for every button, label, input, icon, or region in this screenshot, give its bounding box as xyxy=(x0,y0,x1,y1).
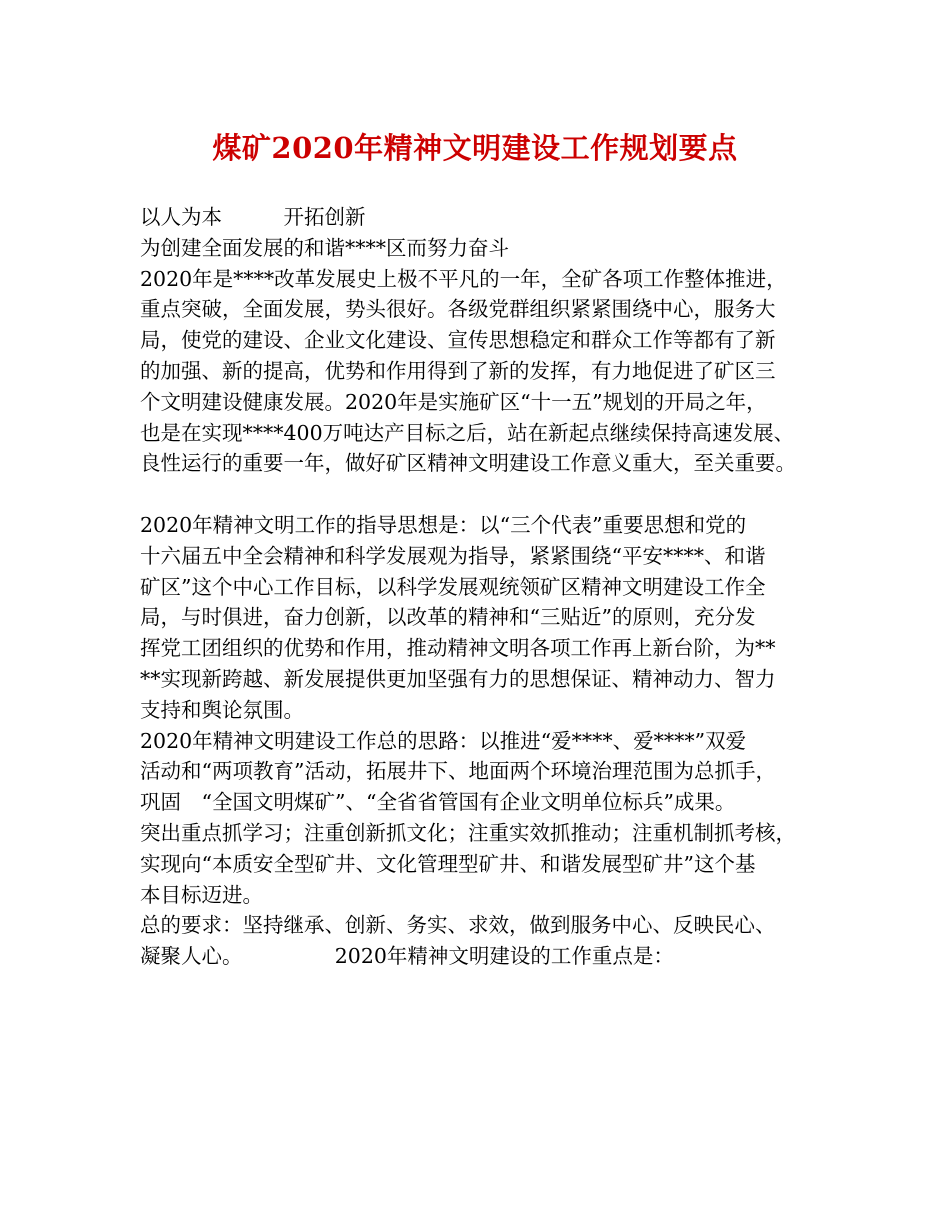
text-line: 局，使党的建设、企业文化建设、宣传思想稳定和群众工作等都有了新 xyxy=(140,328,776,353)
text-line: 十六届五中全会精神和科学发展观为指导，紧紧围绕“平安****、和谐 xyxy=(140,543,766,568)
text-line: 实现向“本质安全型矿井、文化管理型矿井、和谐发展型矿井”这个基 xyxy=(140,851,756,876)
document-body xyxy=(140,202,820,972)
text-line: 个文明建设健康发展。2020年是实施矿区“十一五”规划的开局之年， xyxy=(140,389,767,414)
text-line: **实现新跨越、新发展提供更加坚强有力的思想保证、精神动力、智力 xyxy=(140,666,776,691)
text-line: 为创建全面发展的和谐****区而努力奋斗 xyxy=(140,235,509,260)
text-line: 重点突破，全面发展，势头很好。各级党群组织紧紧围绕中心，服务大 xyxy=(140,297,776,322)
text-line: 本目标迈进。 xyxy=(140,882,263,907)
text-line: 活动和“两项教育”活动，拓展井下、地面两个环境治理范围为总抓手， xyxy=(140,759,776,784)
text-line: 也是在实现****400万吨达产目标之后，站在新起点继续保持高速发展、 xyxy=(140,420,795,445)
text-line: 局，与时俱进，奋力创新，以改革的精神和“三贴近”的原则，充分发 xyxy=(140,605,756,630)
text-line: 矿区”这个中心工作目标，以科学发展观统领矿区精神文明建设工作全 xyxy=(140,574,766,599)
text-line: 凝聚人心。 2020年精神文明建设的工作重点是： xyxy=(140,944,674,969)
text-line: 突出重点抓学习；注重创新抓文化；注重实效抓推动；注重机制抓考核， xyxy=(140,820,796,845)
paragraph-gap xyxy=(140,479,820,510)
text-line: 2020年是****改革发展史上极不平凡的一年，全矿各项工作整体推进， xyxy=(140,266,787,291)
text-line: 以人为本 开拓创新 xyxy=(140,205,366,229)
text-line: 2020年精神文明建设工作总的思路：以推进“爱****、爱****”双爱 xyxy=(140,728,747,753)
text-line: 的加强、新的提高，优势和作用得到了新的发挥，有力地促进了矿区三 xyxy=(140,358,776,383)
text-line: 挥党工团组织的优势和作用，推动精神文明各项工作再上新台阶，为** xyxy=(140,636,776,661)
text-line: 支持和舆论氛围。 xyxy=(140,697,304,722)
text-line: 巩固 “全国文明煤矿”、“全省省管国有企业文明单位标兵”成果。 xyxy=(140,790,736,815)
text-line: 2020年精神文明工作的指导思想是：以“三个代表”重要思想和党的 xyxy=(140,512,747,537)
document-title: 煤矿2020年精神文明建设工作规划要点 xyxy=(212,131,738,165)
text-line: 总的要求：坚持继承、创新、务实、求效，做到服务中心、反映民心、 xyxy=(140,913,776,938)
text-line: 良性运行的重要一年，做好矿区精神文明建设工作意义重大，至关重要。 xyxy=(140,451,796,476)
